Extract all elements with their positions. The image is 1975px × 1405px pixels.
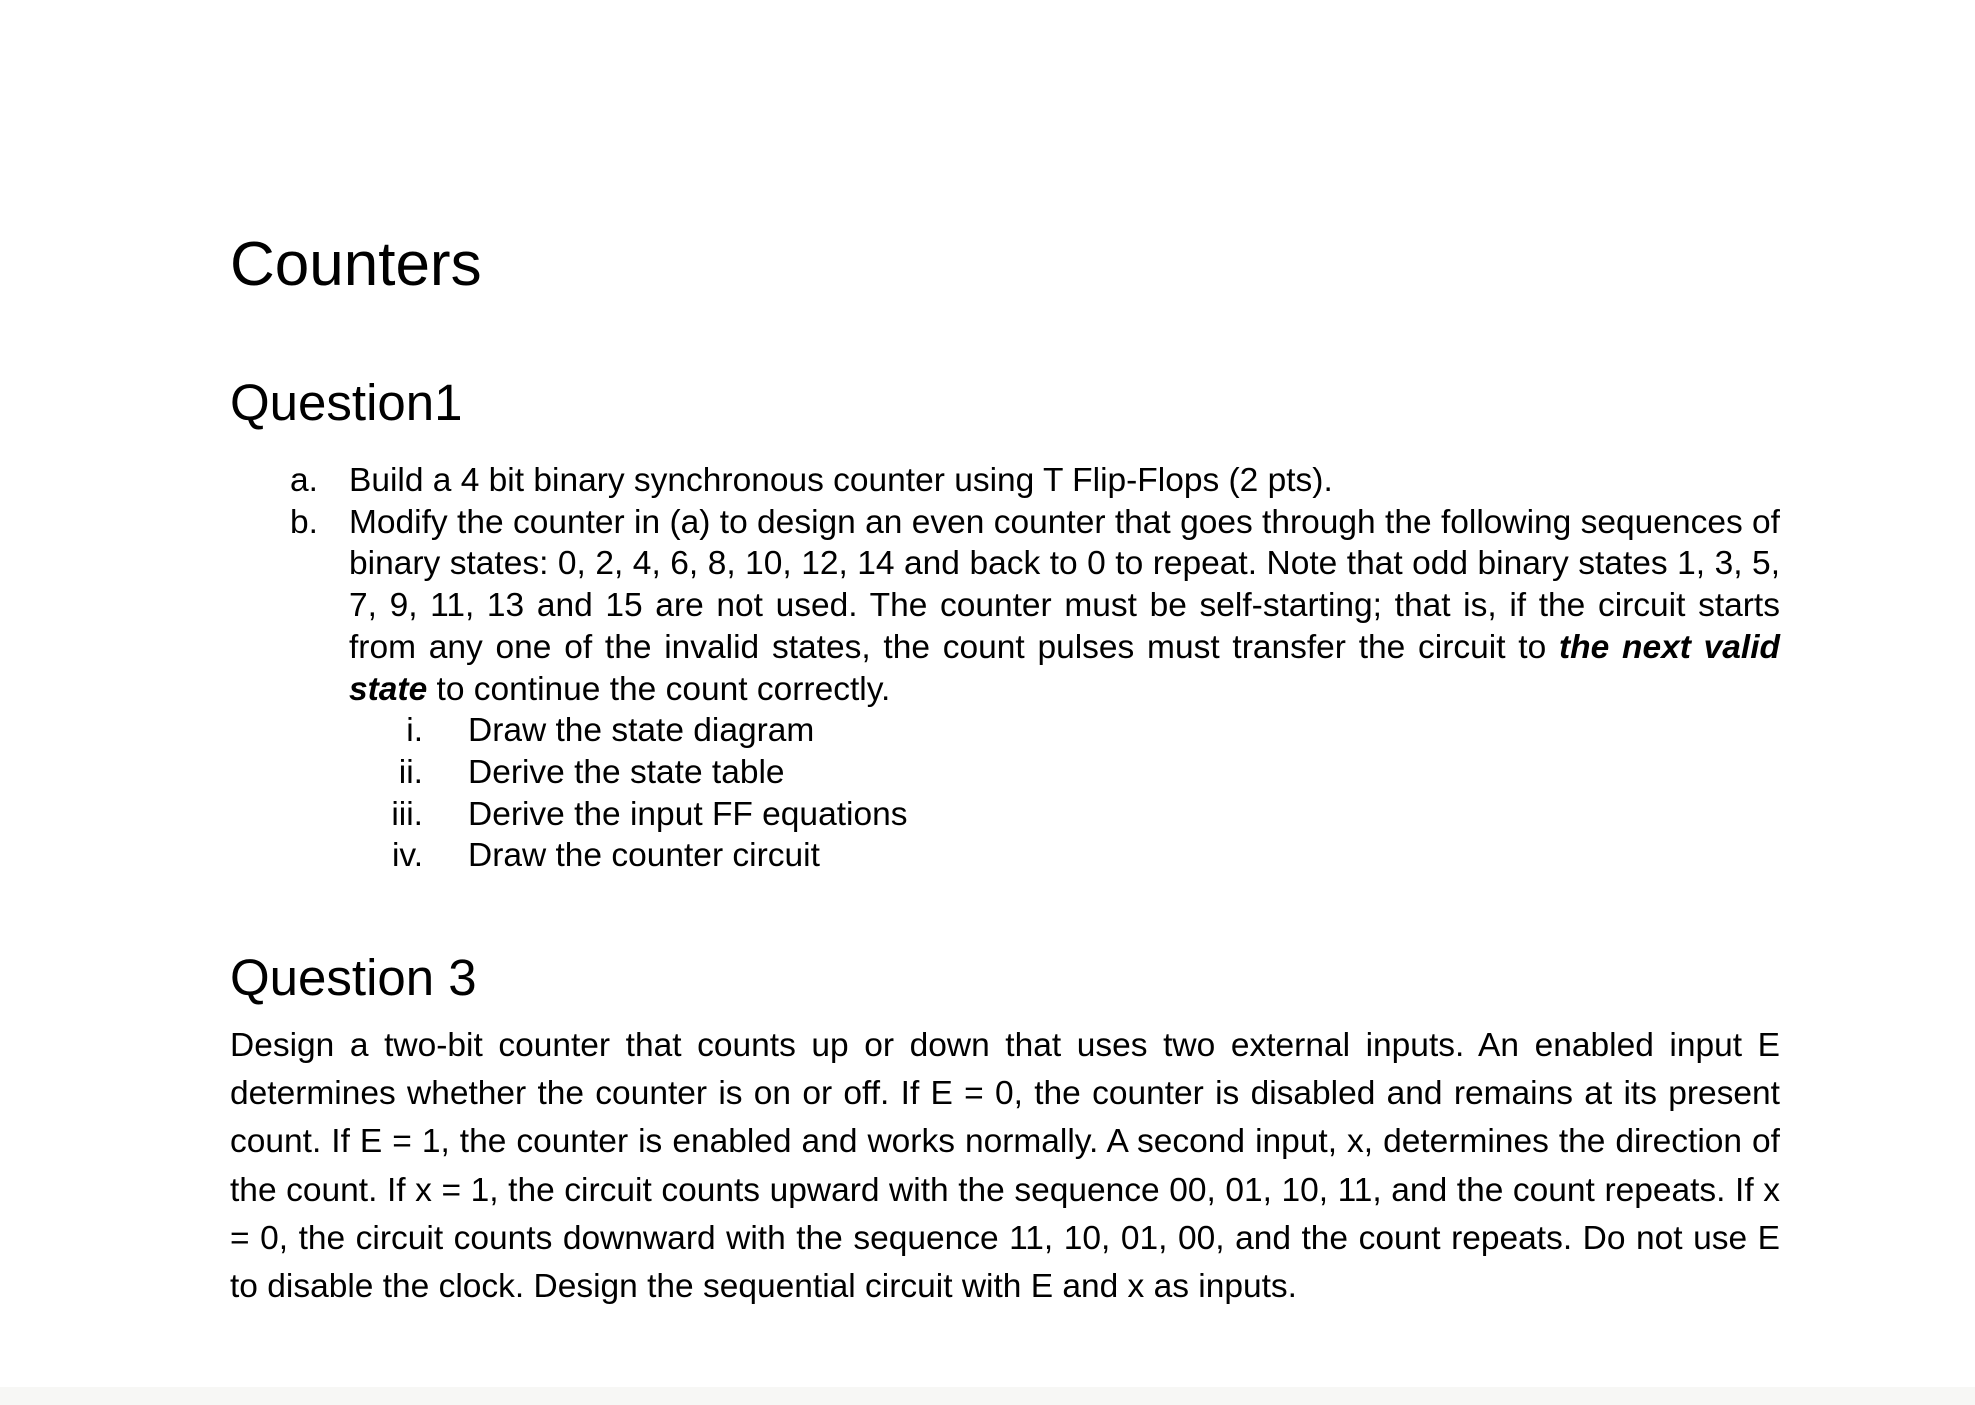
question1-list: [290, 460, 1780, 877]
list-marker: a.: [290, 462, 318, 499]
page-bottom-edge: [0, 1387, 1975, 1405]
subitem-text: Derive the input FF equations: [468, 795, 908, 833]
subitem-i: [349, 710, 1780, 752]
question1-item-a: [290, 460, 1780, 502]
question1-item-b: [290, 502, 1780, 877]
subitem-ii: [349, 752, 1780, 794]
list-marker: i.: [406, 712, 423, 750]
question1-b-sublist: [349, 710, 1780, 877]
document-title: Counters: [230, 230, 482, 299]
question1-item-b-text: [349, 502, 1780, 711]
question3-body: Design a two-bit counter that counts up or down that uses two external inputs. An enabled input E determines whether the counter is on or off. If E = 0, the counter is disabled and remains at its present count. If E = 1, the counter is enabled and works normally. A second input, x, determines the direction of the count. If x = 1, the circuit counts upward with the sequence 00, 01, 10, 11, and the count repeats. If x = 0, the circuit counts downward with the sequence 11, 10, 01, 00, and the count repeats. Do not use E to disable the clock. Design the sequential circuit with E and x as inputs.: [230, 1027, 1780, 1306]
item-b-text-before: Modify the counter in (a) to design an even counter that goes through the following sequences of binary states: 0, 2, 4, 6, 8, 10, 12, 14 and back to 0 to repeat. Note that odd binary states 1, 3, 5, 7, 9, 11, 13 and 15 are not used. The counter must be self-starting; that is, if the circuit starts from any one of the invalid states, the count pulses must transfer the circuit to: [349, 503, 1780, 666]
list-marker: ii.: [398, 753, 423, 791]
subitem-iii: [349, 794, 1780, 836]
subitem-text: Derive the state table: [468, 753, 785, 791]
subitem-iv: [349, 835, 1780, 877]
list-marker: b.: [290, 503, 318, 541]
question3-heading: Question 3: [230, 949, 477, 1006]
list-marker: iv.: [391, 837, 423, 875]
question1-item-a-text: Build a 4 bit binary synchronous counter using T Flip-Flops (2 pts).: [349, 462, 1333, 499]
list-marker: iii.: [391, 795, 423, 833]
item-b-text-after: to continue the count correctly.: [427, 670, 891, 708]
question1-heading: Question1: [230, 374, 463, 431]
subitem-text: Draw the state diagram: [468, 712, 815, 750]
item-b-emphasis: the next valid state: [349, 628, 1780, 708]
subitem-text: Draw the counter circuit: [468, 837, 820, 875]
